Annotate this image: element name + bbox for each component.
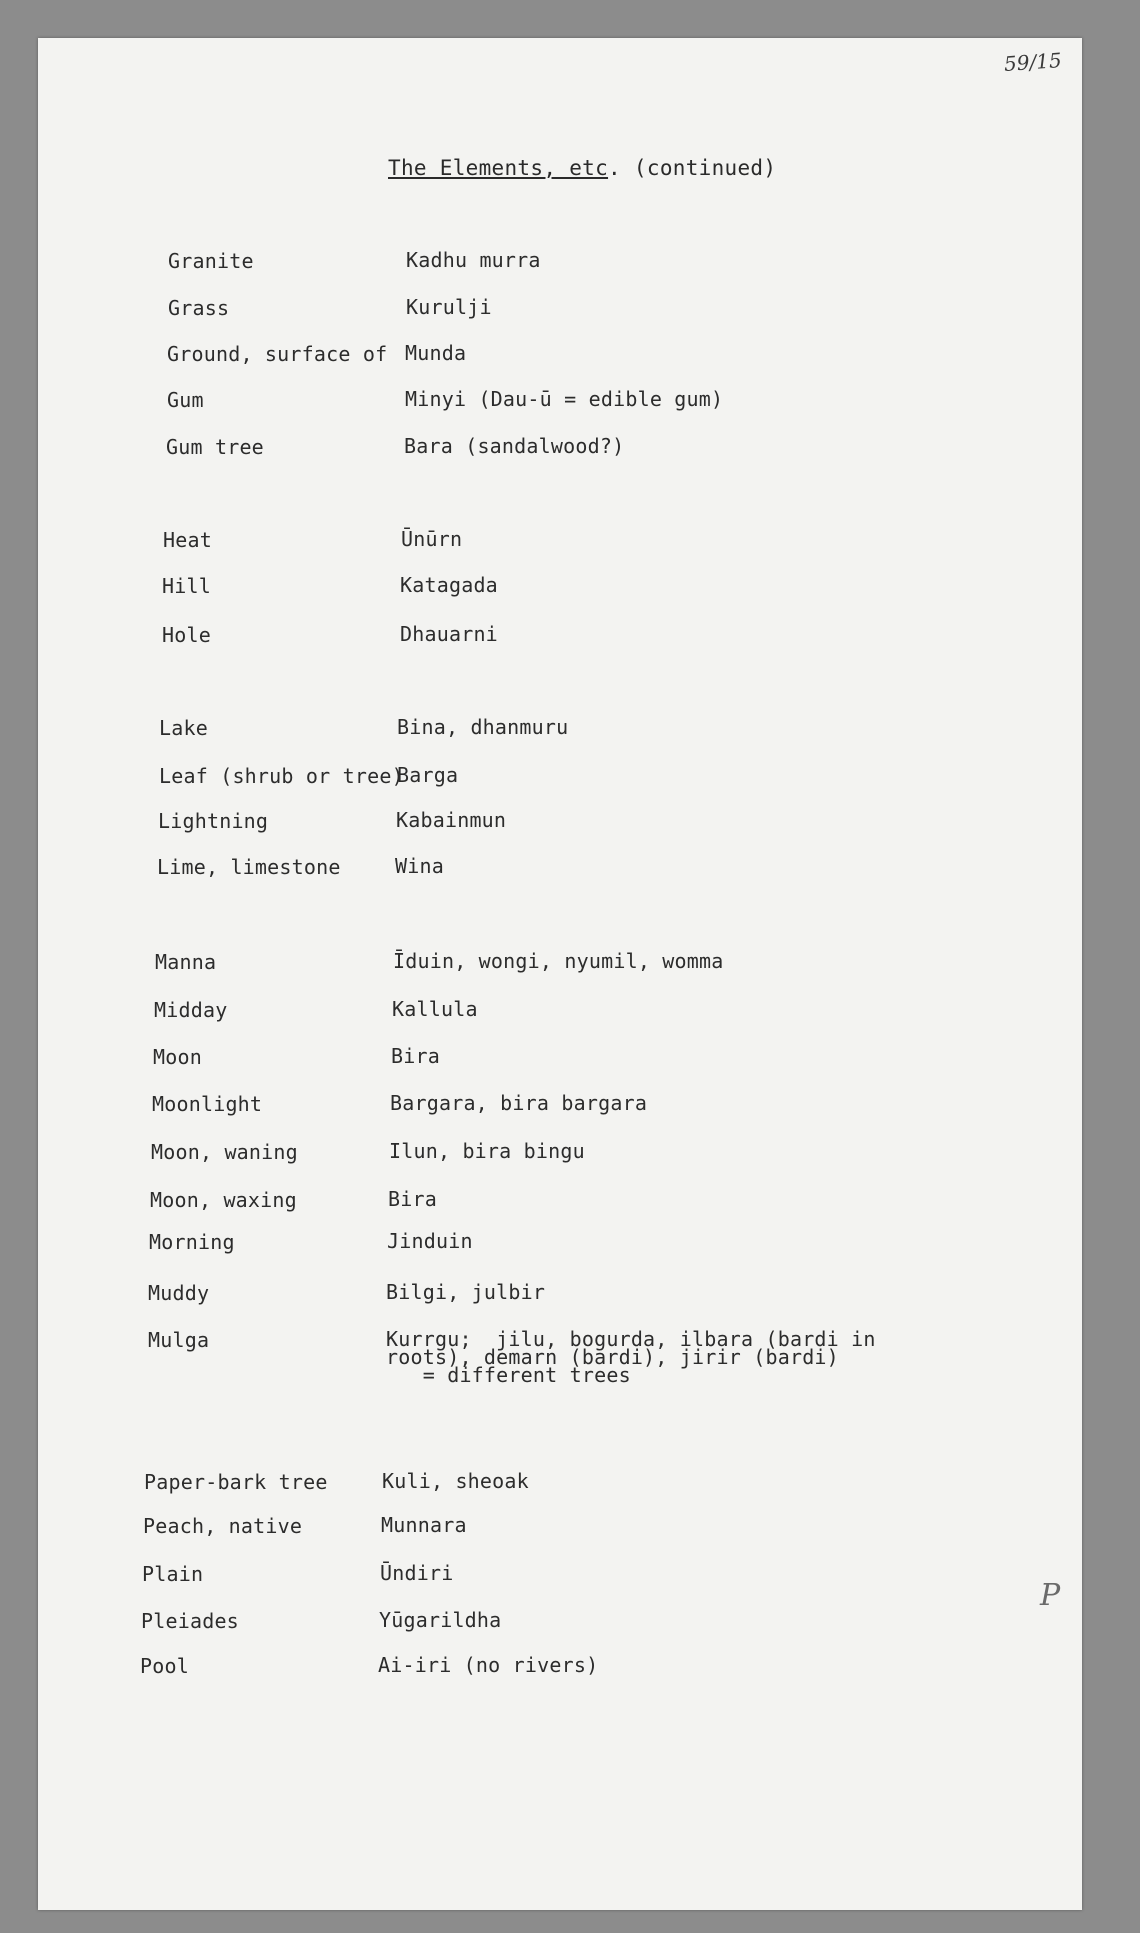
entry-term: Grass [168, 296, 230, 320]
entry-definition: Jinduin [387, 1229, 473, 1253]
title-suffix: . (continued) [608, 156, 777, 180]
margin-annotation: P [1040, 1578, 1061, 1613]
entry-term: Pleiades [141, 1609, 239, 1633]
entry-definition: Ai-iri (no rivers) [378, 1653, 599, 1677]
entry-term: Leaf (shrub or tree) [159, 764, 404, 788]
entry-term: Granite [168, 249, 254, 273]
entry-term: Ground, surface of [167, 342, 388, 366]
entry-term: Hole [162, 623, 211, 647]
title-main: The Elements, etc [388, 156, 609, 180]
entry-term: Midday [154, 998, 228, 1022]
entry-definition: Yūgarildha [379, 1608, 502, 1632]
entry-definition: Wina [395, 854, 444, 878]
entry-term: Gum tree [166, 435, 264, 459]
entry-term: Lime, limestone [157, 855, 341, 879]
entry-definition: Kallula [392, 997, 478, 1021]
entry-term: Gum [167, 388, 204, 412]
entry-term: Moon, waxing [150, 1188, 297, 1212]
document-page [38, 38, 1082, 1910]
entry-term: Moonlight [152, 1092, 263, 1116]
entry-definition: Barga [397, 763, 459, 787]
entry-definition: Minyi (Dau-ū = edible gum) [405, 387, 724, 411]
entry-definition: Katagada [400, 573, 498, 597]
entry-definition: Ilun, bira bingu [389, 1139, 585, 1163]
entry-definition: Munnara [381, 1513, 467, 1537]
entry-term: Hill [162, 574, 211, 598]
entry-term: Heat [163, 528, 212, 552]
entry-term: Morning [149, 1230, 235, 1254]
entry-definition: Kurrgu; jilu, bogurda, ilbara (bardi in roots), demarn (bardi), jirir (bardi) = different trees [386, 1327, 876, 1387]
entry-definition: Bina, dhanmuru [397, 715, 569, 739]
entry-term: Lake [159, 716, 208, 740]
entry-term: Lightning [158, 809, 269, 833]
page-title [388, 156, 776, 180]
entry-definition: Munda [405, 341, 467, 365]
entry-term: Plain [142, 1562, 204, 1586]
entry-term: Manna [155, 950, 217, 974]
entry-definition: Dhauarni [400, 622, 498, 646]
entry-term: Muddy [148, 1281, 210, 1305]
entry-definition: Kabainmun [396, 808, 507, 832]
entry-definition: Kuli, sheoak [382, 1469, 529, 1493]
entry-definition: Ūndiri [380, 1561, 454, 1585]
entry-term: Pool [140, 1654, 189, 1678]
entry-definition: Bira [391, 1044, 440, 1068]
entry-definition: Bara (sandalwood?) [404, 434, 625, 458]
entry-definition: Bilgi, julbir [386, 1280, 546, 1304]
entry-definition: Kurulji [406, 295, 492, 319]
entry-term: Peach, native [143, 1514, 303, 1538]
page-number: 59/15 [1003, 48, 1063, 76]
entry-definition: Bargara, bira bargara [390, 1091, 648, 1115]
entry-term: Moon [153, 1045, 202, 1069]
entry-definition: Bira [388, 1187, 437, 1211]
entry-definition: Īduin, wongi, nyumil, womma [393, 949, 724, 973]
entry-term: Mulga [148, 1328, 210, 1352]
entry-definition: Kadhu murra [406, 248, 541, 272]
entry-definition: Ūnūrn [401, 527, 463, 551]
entry-term: Paper-bark tree [144, 1470, 328, 1494]
entry-term: Moon, waning [151, 1140, 298, 1164]
